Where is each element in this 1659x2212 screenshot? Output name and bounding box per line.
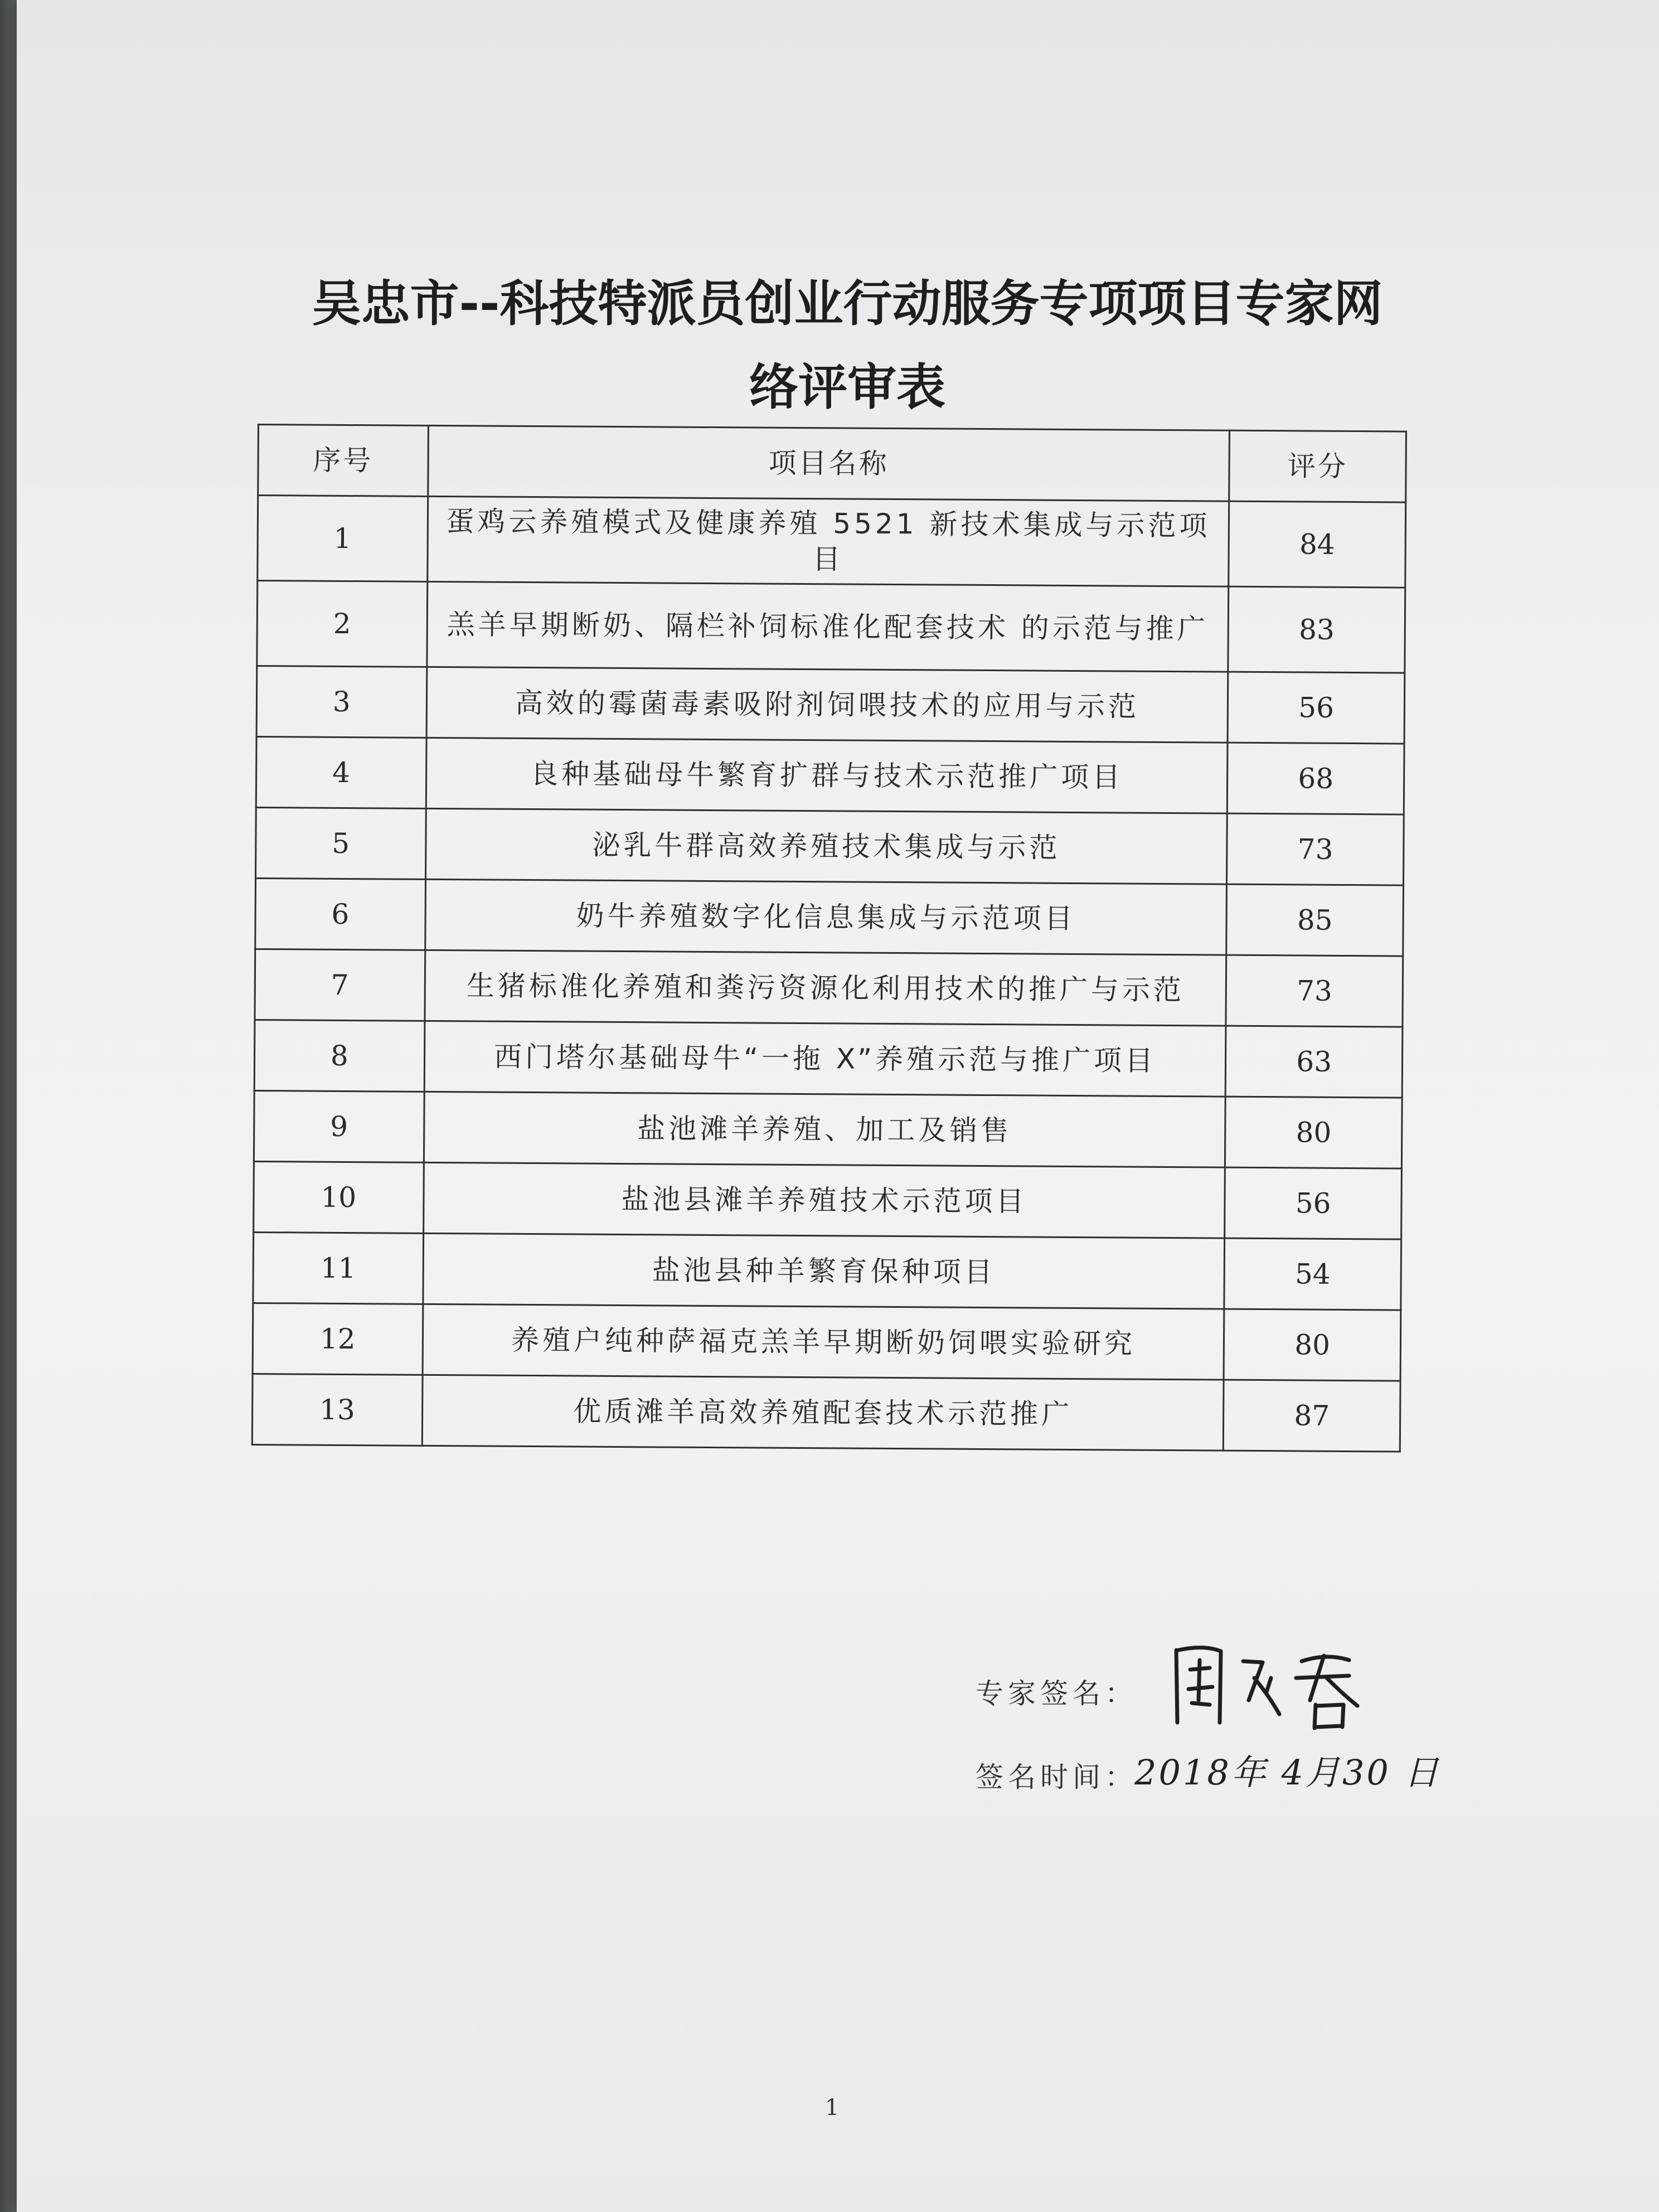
serial-number-cell: 5	[256, 807, 426, 879]
score-cell: 56	[1225, 1167, 1401, 1239]
handwritten-date: 2018年 4月30 日	[1134, 1752, 1441, 1793]
table-row	[252, 1374, 1400, 1452]
score-cell: 68	[1228, 743, 1404, 814]
project-name-cell: 高效的霉菌毒素吸附剂饲喂技术的应用与示范	[426, 667, 1228, 743]
review-table	[251, 424, 1407, 1453]
score-cell: 80	[1225, 1097, 1402, 1168]
header-serial-number: 序号	[258, 425, 428, 497]
score-cell: 73	[1226, 955, 1403, 1027]
project-name-cell: 优质滩羊高效养殖配套技术示范推广	[422, 1375, 1224, 1451]
score-cell: 80	[1224, 1309, 1400, 1381]
serial-number-cell: 9	[254, 1090, 424, 1162]
score-cell: 83	[1228, 586, 1405, 673]
serial-number-cell: 12	[253, 1303, 423, 1375]
expert-signature-label: 专家签名：	[976, 1677, 1137, 1710]
project-name-cell: 泌乳牛群高效养殖技术集成与示范	[425, 808, 1227, 884]
project-name-cell: 盐池县种羊繁育保种项目	[423, 1233, 1224, 1309]
project-name-cell: 奶牛养殖数字化信息集成与示范项目	[425, 879, 1226, 955]
table-row	[255, 878, 1404, 956]
table-row	[253, 1303, 1401, 1381]
table-row	[254, 1161, 1402, 1239]
table-row	[257, 581, 1405, 673]
project-name-cell: 盐池县滩羊养殖技术示范项目	[423, 1162, 1225, 1238]
serial-number-cell: 4	[256, 736, 426, 808]
table-row	[258, 496, 1406, 588]
score-cell: 84	[1229, 501, 1406, 588]
table-row	[254, 1020, 1403, 1098]
serial-number-cell: 6	[255, 878, 425, 950]
serial-number-cell: 10	[254, 1161, 424, 1233]
serial-number-cell: 7	[255, 949, 425, 1021]
serial-number-cell: 1	[258, 496, 428, 582]
handwritten-signature	[1165, 1639, 1388, 1734]
score-cell: 85	[1226, 884, 1403, 956]
serial-number-cell: 8	[254, 1020, 424, 1092]
table-row	[253, 1232, 1401, 1310]
project-name-cell: 养殖户纯种萨福克羔羊早期断奶饲喂实验研究	[423, 1304, 1224, 1380]
signing-date-label: 签名时间：	[976, 1761, 1137, 1793]
project-name-cell: 良种基础母牛繁育扩群与技术示范推广项目	[426, 738, 1228, 813]
document-title-line-1: 吴忠市--科技特派员创业行动服务专项项目专家网	[312, 275, 1383, 332]
document-title-line-2: 络评审表	[749, 358, 945, 416]
table-row	[256, 666, 1405, 744]
table-header-row	[258, 425, 1406, 503]
project-name-cell: 盐池滩羊养殖、加工及销售	[424, 1092, 1225, 1167]
table-row	[256, 807, 1404, 885]
table-row	[256, 736, 1404, 814]
score-cell: 87	[1224, 1380, 1400, 1452]
score-cell: 63	[1226, 1026, 1403, 1098]
project-name-cell: 羔羊早期断奶、隔栏补饲标准化配套技术 的示范与推广	[426, 581, 1229, 672]
page-number: 1	[825, 2095, 840, 2121]
score-cell: 73	[1227, 813, 1404, 885]
header-score: 评分	[1229, 430, 1406, 502]
header-project-name: 项目名称	[428, 425, 1229, 501]
table-row	[254, 1090, 1402, 1168]
serial-number-cell: 3	[256, 666, 426, 738]
serial-number-cell: 11	[253, 1232, 423, 1304]
score-cell: 54	[1224, 1238, 1401, 1310]
table-row	[255, 949, 1403, 1027]
serial-number-cell: 2	[257, 581, 428, 667]
project-name-cell: 生猪标准化养殖和粪污资源化利用技术的推广与示范	[425, 950, 1226, 1026]
project-name-cell: 西门塔尔基础母牛“一拖 X”养殖示范与推广项目	[424, 1021, 1226, 1097]
score-cell: 56	[1228, 672, 1404, 744]
project-name-cell: 蛋鸡云养殖模式及健康养殖 5521 新技术集成与示范项目	[427, 496, 1229, 586]
serial-number-cell: 13	[252, 1374, 422, 1445]
